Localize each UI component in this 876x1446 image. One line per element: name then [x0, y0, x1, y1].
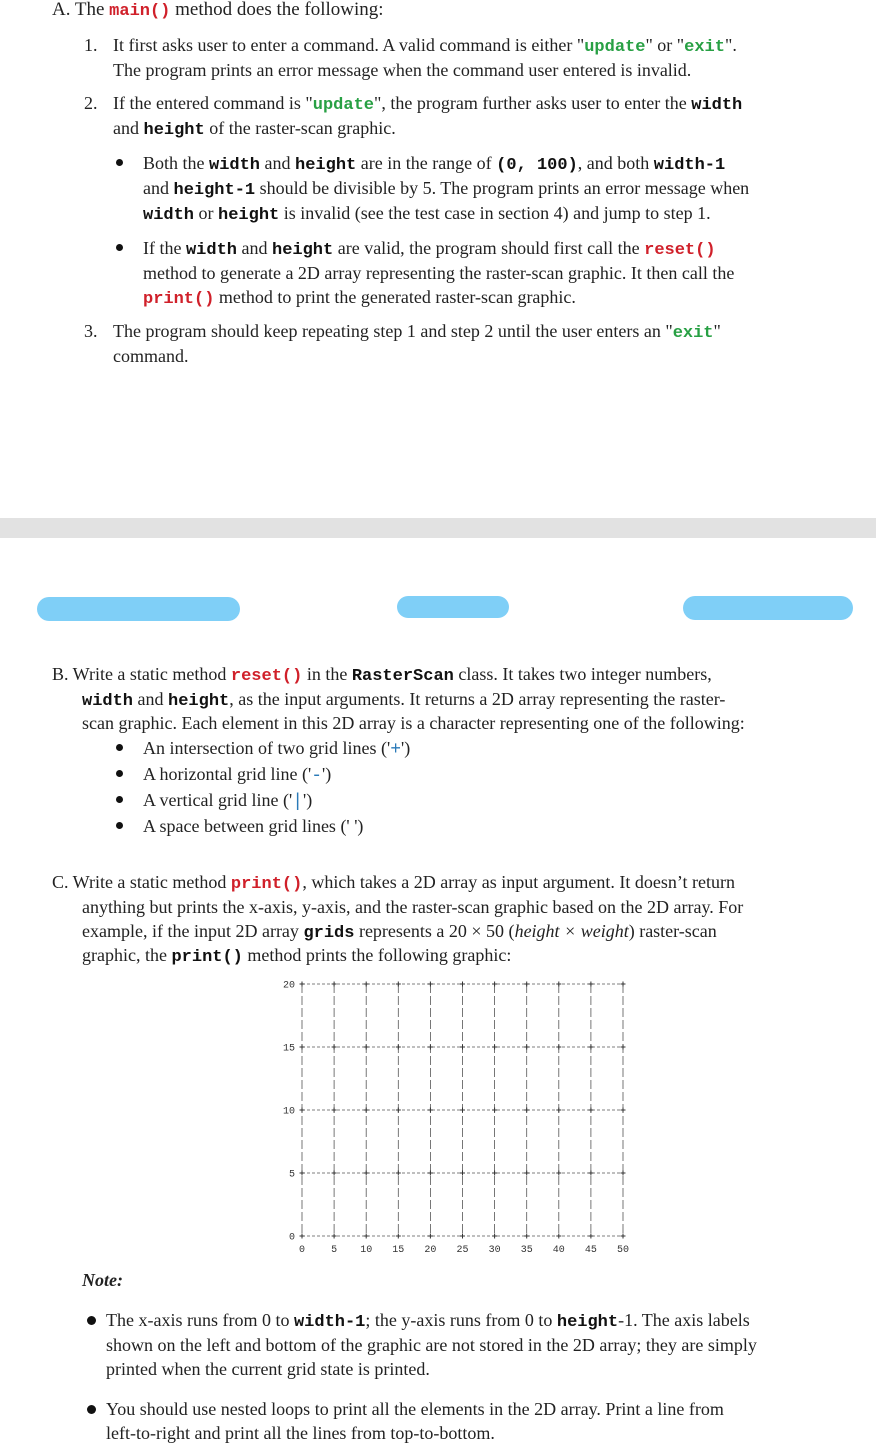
section-a-heading: A. The main() method does the following:	[52, 0, 384, 21]
grid-intersection	[428, 1108, 433, 1113]
grid-intersection	[460, 1045, 465, 1050]
grid-intersection	[556, 1234, 561, 1239]
item-number: 3.	[84, 321, 98, 341]
y-tick-label: 10	[282, 1106, 295, 1118]
bullet-dot	[116, 159, 123, 166]
grid-intersection	[396, 1045, 401, 1050]
grid-intersection	[492, 982, 497, 987]
grid-intersection	[460, 1234, 465, 1239]
x-tick-label: 45	[584, 1245, 597, 1256]
x-tick-label: 0	[298, 1245, 306, 1256]
grid-intersection	[621, 982, 626, 987]
item1-line1: It first asks user to enter a command. A valid command is either "update" or "exit".	[113, 35, 737, 57]
x-tick-label: 5	[331, 1245, 338, 1256]
grid-intersection	[332, 1234, 337, 1239]
grid-intersection	[428, 982, 433, 987]
grid-intersection	[364, 1171, 369, 1176]
section-c-line4: graphic, the print() method prints the following graphic:	[82, 945, 512, 967]
item-number: 2.	[84, 93, 98, 113]
grid-intersection	[524, 1171, 529, 1176]
grid-intersection	[396, 982, 401, 987]
grid-intersection	[428, 1171, 433, 1176]
list-item: A horizontal grid line ('-')	[143, 764, 332, 786]
note-b1-line2: shown on the left and bottom of the graphic are not stored in the 2D array; they are simply	[106, 1335, 757, 1355]
grid-intersection	[300, 1108, 305, 1113]
grid-intersection	[556, 1171, 561, 1176]
x-tick-label: 50	[616, 1245, 630, 1256]
grid-intersection	[332, 1045, 337, 1050]
grid-intersection	[524, 1234, 529, 1239]
grid-intersection	[492, 1234, 497, 1239]
y-tick-label: 20	[282, 980, 295, 992]
bullet-dot	[87, 1405, 96, 1414]
y-tick-label: 15	[282, 1043, 295, 1055]
grid-intersection	[588, 1108, 593, 1113]
grid-intersection	[621, 1045, 626, 1050]
list-item: A space between grid lines (' ')	[143, 816, 364, 836]
x-tick-label: 35	[520, 1245, 533, 1256]
b1-line3: width or height is invalid (see the test case in section 4) and jump to step 1.	[143, 203, 711, 225]
grid-intersection	[364, 1045, 369, 1050]
note-label: Note:	[82, 1270, 123, 1290]
item-number: 1.	[84, 35, 98, 55]
grid-intersection	[332, 1171, 337, 1176]
item2-line1: If the entered command is "update", the program further asks user to enter the width	[113, 93, 743, 115]
section-b-line3: scan graphic. Each element in this 2D array is a character representing one of the following:	[82, 713, 745, 733]
grid-intersection	[428, 1234, 433, 1239]
grid-intersection	[332, 982, 337, 987]
y-tick-label: 5	[288, 1169, 295, 1181]
grid-intersection	[428, 1045, 433, 1050]
grid-intersection	[300, 982, 305, 987]
note-b1-line3: printed when the current grid state is printed.	[106, 1359, 430, 1379]
b1-line1: Both the width and height are in the range of (0, 100), and both width-1	[143, 153, 726, 175]
grid-intersection	[524, 1045, 529, 1050]
item2-line2: and height of the raster-scan graphic.	[113, 118, 396, 140]
grid-intersection	[300, 1171, 305, 1176]
grid-intersection	[556, 1108, 561, 1113]
note-b1-line1: The x-axis runs from 0 to width-1; the y-axis runs from 0 to height-1. The axis labels	[106, 1310, 750, 1332]
bullet-dot	[116, 770, 123, 777]
grid-intersection	[460, 1171, 465, 1176]
section-b-line1: B. Write a static method reset() in the RasterScan class. It takes two integer numbers,	[52, 664, 712, 686]
b1-line2: and height-1 should be divisible by 5. The program prints an error message when	[143, 178, 750, 200]
redaction-mark	[397, 596, 509, 618]
grid-intersection	[364, 1108, 369, 1113]
grid-intersection	[332, 1108, 337, 1113]
grid-intersection	[621, 1234, 626, 1239]
grid-intersection	[524, 1108, 529, 1113]
b2-line2: method to generate a 2D array representing the raster-scan graphic. It then call the	[143, 263, 735, 283]
bullet-dot	[116, 744, 123, 751]
x-tick-label: 20	[424, 1245, 437, 1256]
section-c-line1: C. Write a static method print(), which takes a 2D array as input argument. It doesn’t return	[52, 872, 736, 894]
x-tick-label: 30	[488, 1245, 501, 1256]
list-item: A vertical grid line ('|')	[143, 790, 313, 812]
grid-intersection	[396, 1234, 401, 1239]
grid-intersection	[460, 982, 465, 987]
section-b-line2: width and height, as the input arguments. It returns a 2D array representing the raster-	[82, 689, 726, 711]
grid-intersection	[300, 1234, 305, 1239]
y-tick-label: 0	[288, 1232, 295, 1244]
section-c-line3: example, if the input 2D array grids represents a 20 × 50 (height × weight) raster-scan	[82, 921, 717, 943]
grid-intersection	[556, 1045, 561, 1050]
bullet-dot	[87, 1316, 96, 1325]
section-c-line2: anything but prints the x-axis, y-axis, and the raster-scan graphic based on the 2D array. For	[82, 897, 744, 917]
b2-line3: print() method to print the generated raster-scan graphic.	[143, 287, 576, 309]
redaction-mark	[683, 596, 853, 620]
item3-line2: command.	[113, 346, 189, 366]
grid-intersection	[588, 1045, 593, 1050]
grid-intersection	[588, 1171, 593, 1176]
x-tick-label: 40	[552, 1245, 565, 1256]
page-separator	[0, 518, 876, 538]
bullet-dot	[116, 796, 123, 803]
grid-intersection	[556, 982, 561, 987]
grid-intersection	[588, 1234, 593, 1239]
grid-intersection	[396, 1108, 401, 1113]
note-b2-line2: left-to-right and print all the lines from top-to-bottom.	[106, 1423, 495, 1443]
x-tick-label: 10	[360, 1245, 373, 1256]
grid-intersection	[492, 1045, 497, 1050]
b2-line1: If the width and height are valid, the program should first call the reset()	[143, 238, 716, 260]
note-b2-line1: You should use nested loops to print all the elements in the 2D array. Print a line from	[106, 1399, 724, 1419]
grid-intersection	[300, 1045, 305, 1050]
x-tick-label: 25	[456, 1245, 469, 1256]
list-item: An intersection of two grid lines ('+')	[143, 738, 411, 760]
bullet-dot	[116, 822, 123, 829]
grid-intersection	[492, 1108, 497, 1113]
bullet-dot	[116, 244, 123, 251]
grid-intersection	[396, 1171, 401, 1176]
item1-line2: The program prints an error message when the command user entered is invalid.	[113, 60, 692, 80]
raster-scan-graphic	[276, 976, 636, 1258]
redaction-mark	[37, 597, 240, 621]
item3-line1: The program should keep repeating step 1 and step 2 until the user enters an "exit"	[113, 321, 721, 343]
grid-intersection	[364, 982, 369, 987]
grid-intersection	[588, 982, 593, 987]
grid-intersection	[524, 982, 529, 987]
grid-intersection	[364, 1234, 369, 1239]
grid-intersection	[492, 1171, 497, 1176]
grid-intersection	[460, 1108, 465, 1113]
x-tick-label: 15	[392, 1245, 405, 1256]
grid-intersection	[621, 1108, 626, 1113]
grid-intersection	[621, 1171, 626, 1176]
